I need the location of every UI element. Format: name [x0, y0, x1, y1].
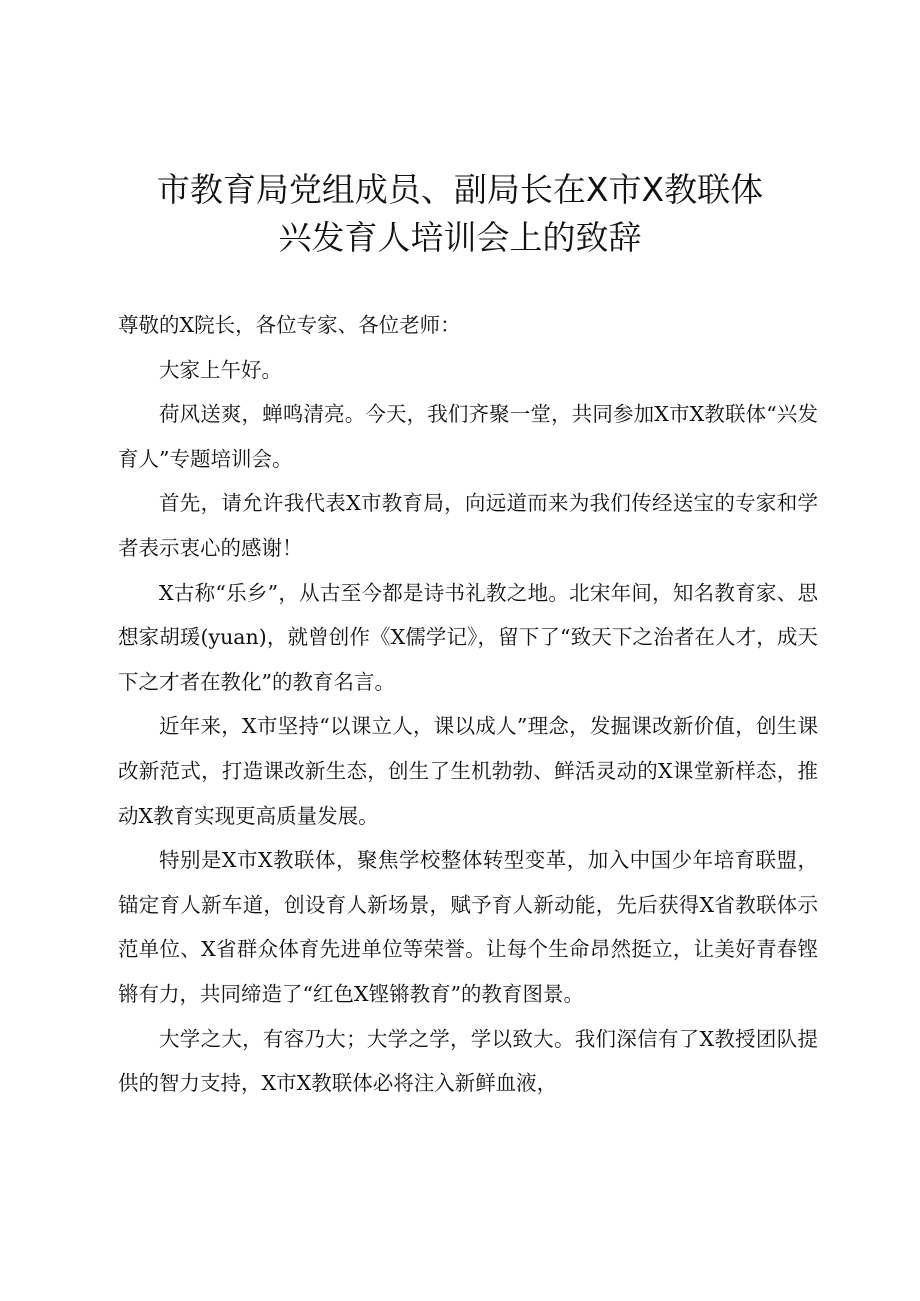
- document-title: [0, 166, 920, 262]
- paragraph-thanks: 首先，请允许我代表X市教育局，向远道而来为我们传经送宝的专家和学者表示衷心的感谢！: [118, 491, 818, 560]
- paragraph-recent-years: 近年来，X市坚持“以课立人，课以成人”理念，发掘课改新价值，创生课改新范式，打造课改新生态，创生了生机勃勃、鲜活灵动的X课堂新样态，推动X教育实现更高质量发展。: [118, 714, 818, 828]
- salutation: 尊敬的X院长，各位专家、各位老师：: [118, 313, 461, 337]
- paragraph-university: 大学之大，有容乃大；大学之学，学以致大。我们深信有了X教授团队提供的智力支持，X市X教联体必将注入新鲜血液，: [118, 1026, 818, 1096]
- paragraph-achievements: 特别是X市X教联体，聚焦学校整体转型变革，加入中国少年培育联盟，锚定育人新车道，创设育人新场景，赋予育人新动能，先后获得X省教联体示范单位、X省群众体育先进单位等荣誉。让每个生命昂然挺立，让美好青春铿锵有力，共同缔造了“红色X铿锵教育”的教育图景。: [118, 848, 818, 1006]
- paragraph-history: X古称“乐乡”，从古至今都是诗书礼教之地。北宋年间，知名教育家、思想家胡瑗(yuan)，就曾创作《X儒学记》，留下了“致天下之治者在人才，成天下之才者在教化”的教育名言。: [118, 580, 818, 694]
- document-body: [118, 303, 818, 1106]
- paragraph-opening: 荷风送爽，蝉鸣清亮。今天，我们齐聚一堂，共同参加X市X教联体“兴发育人”专题培训会。: [118, 402, 818, 471]
- title-line-1: 市教育局党组成员、副局长在X市X教联体: [156, 170, 764, 209]
- paragraph-greeting: 大家上午好。: [159, 357, 282, 382]
- title-line-2: 兴发育人培训会上的致辞: [278, 218, 642, 257]
